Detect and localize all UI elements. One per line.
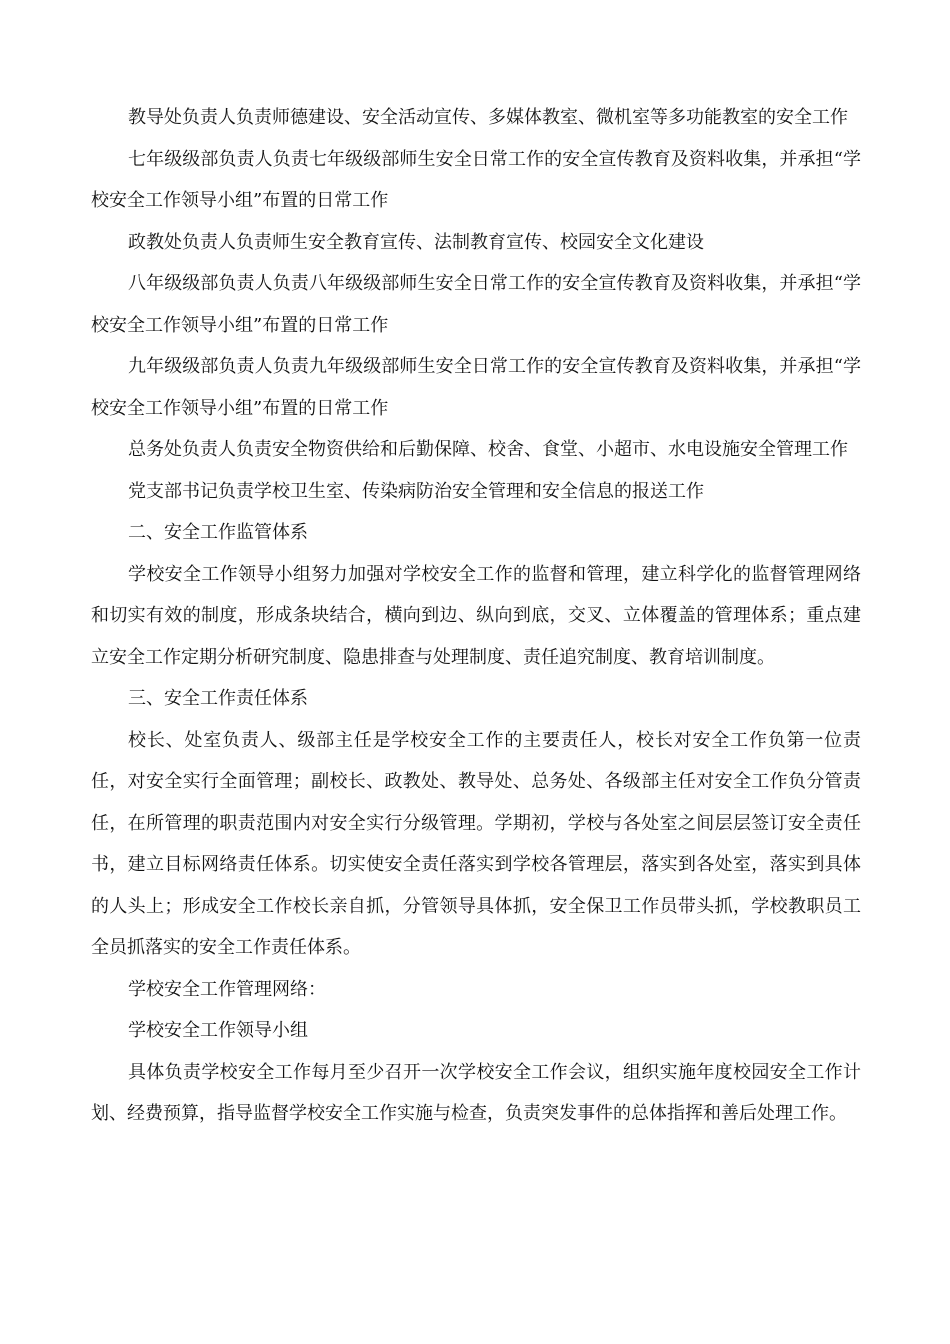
paragraph-grade7-duty: 七年级级部负责人负责七年级级部师生安全日常工作的安全宣传教育及资料收集，并承担“学校安全工作领导小组”布置的日常工作 [91,148,861,211]
paragraph-grade8-duty: 八年级级部负责人负责八年级级部师生安全日常工作的安全宣传教育及资料收集，并承担“学校安全工作领导小组”布置的日常工作 [91,273,861,336]
paragraph-zongwuchu-duty: 总务处负责人负责安全物资供给和后勤保障、校舍、食堂、小超市、水电设施安全管理工作 [128,439,848,460]
paragraph-management-network: 学校安全工作管理网络： [128,978,326,1000]
paragraph-zhengjiaochu-duty: 政教处负责人负责师生安全教育宣传、法制教育宣传、校园安全文化建设 [128,231,704,253]
paragraph-leadership-group-duty: 具体负责学校安全工作每月至少召开一次学校安全工作会议，组织实施年度校园安全工作计划、经费预算，指导监督学校安全工作实施与检查，负责突发事件的总体指挥和善后处理工作。 [91,1061,861,1124]
paragraph-responsibility-system: 校长、处室负责人、级部主任是学校安全工作的主要责任人，校长对安全工作负第一位责任，对安全实行全面管理；副校长、政教处、教导处、总务处、各级部主任对安全工作负分管责任，在所管理的职责范围内对安全实行分级管理。学期初，学校与各处室之间层层签订安全责任书，建立目标网络责任体系。切实使安全责任落实到学校各管理层，落实到各处室，落实到具体的人头上；形成安全工作校长亲自抓，分管领导具体抓，安全保卫工作员带头抓，学校教职员工全员抓落实的安全工作责任体系。 [91,729,861,958]
section-heading-supervision: 二、安全工作监管体系 [128,522,308,543]
document-body [91,97,861,1135]
paragraph-supervision-system: 学校安全工作领导小组努力加强对学校安全工作的监督和管理，建立科学化的监督管理网络和切实有效的制度，形成条块结合，横向到边、纵向到底，交叉、立体覆盖的管理体系；重点建立安全工作定期分析研究制度、隐患排查与处理制度、责任追究制度、教育培训制度。 [91,563,861,668]
subheading-leadership-group: 学校安全工作领导小组 [128,1020,308,1041]
paragraph-grade9-duty: 九年级级部负责人负责九年级级部师生安全日常工作的安全宣传教育及资料收集，并承担“学校安全工作领导小组”布置的日常工作 [91,356,861,419]
paragraph-party-secretary-duty: 党支部书记负责学校卫生室、传染病防治安全管理和安全信息的报送工作 [128,480,704,502]
paragraph-jiaodaochu-duty: 教导处负责人负责师德建设、安全活动宣传、多媒体教室、微机室等多功能教室的安全工作 [128,107,848,128]
section-heading-responsibility: 三、安全工作责任体系 [128,688,308,709]
